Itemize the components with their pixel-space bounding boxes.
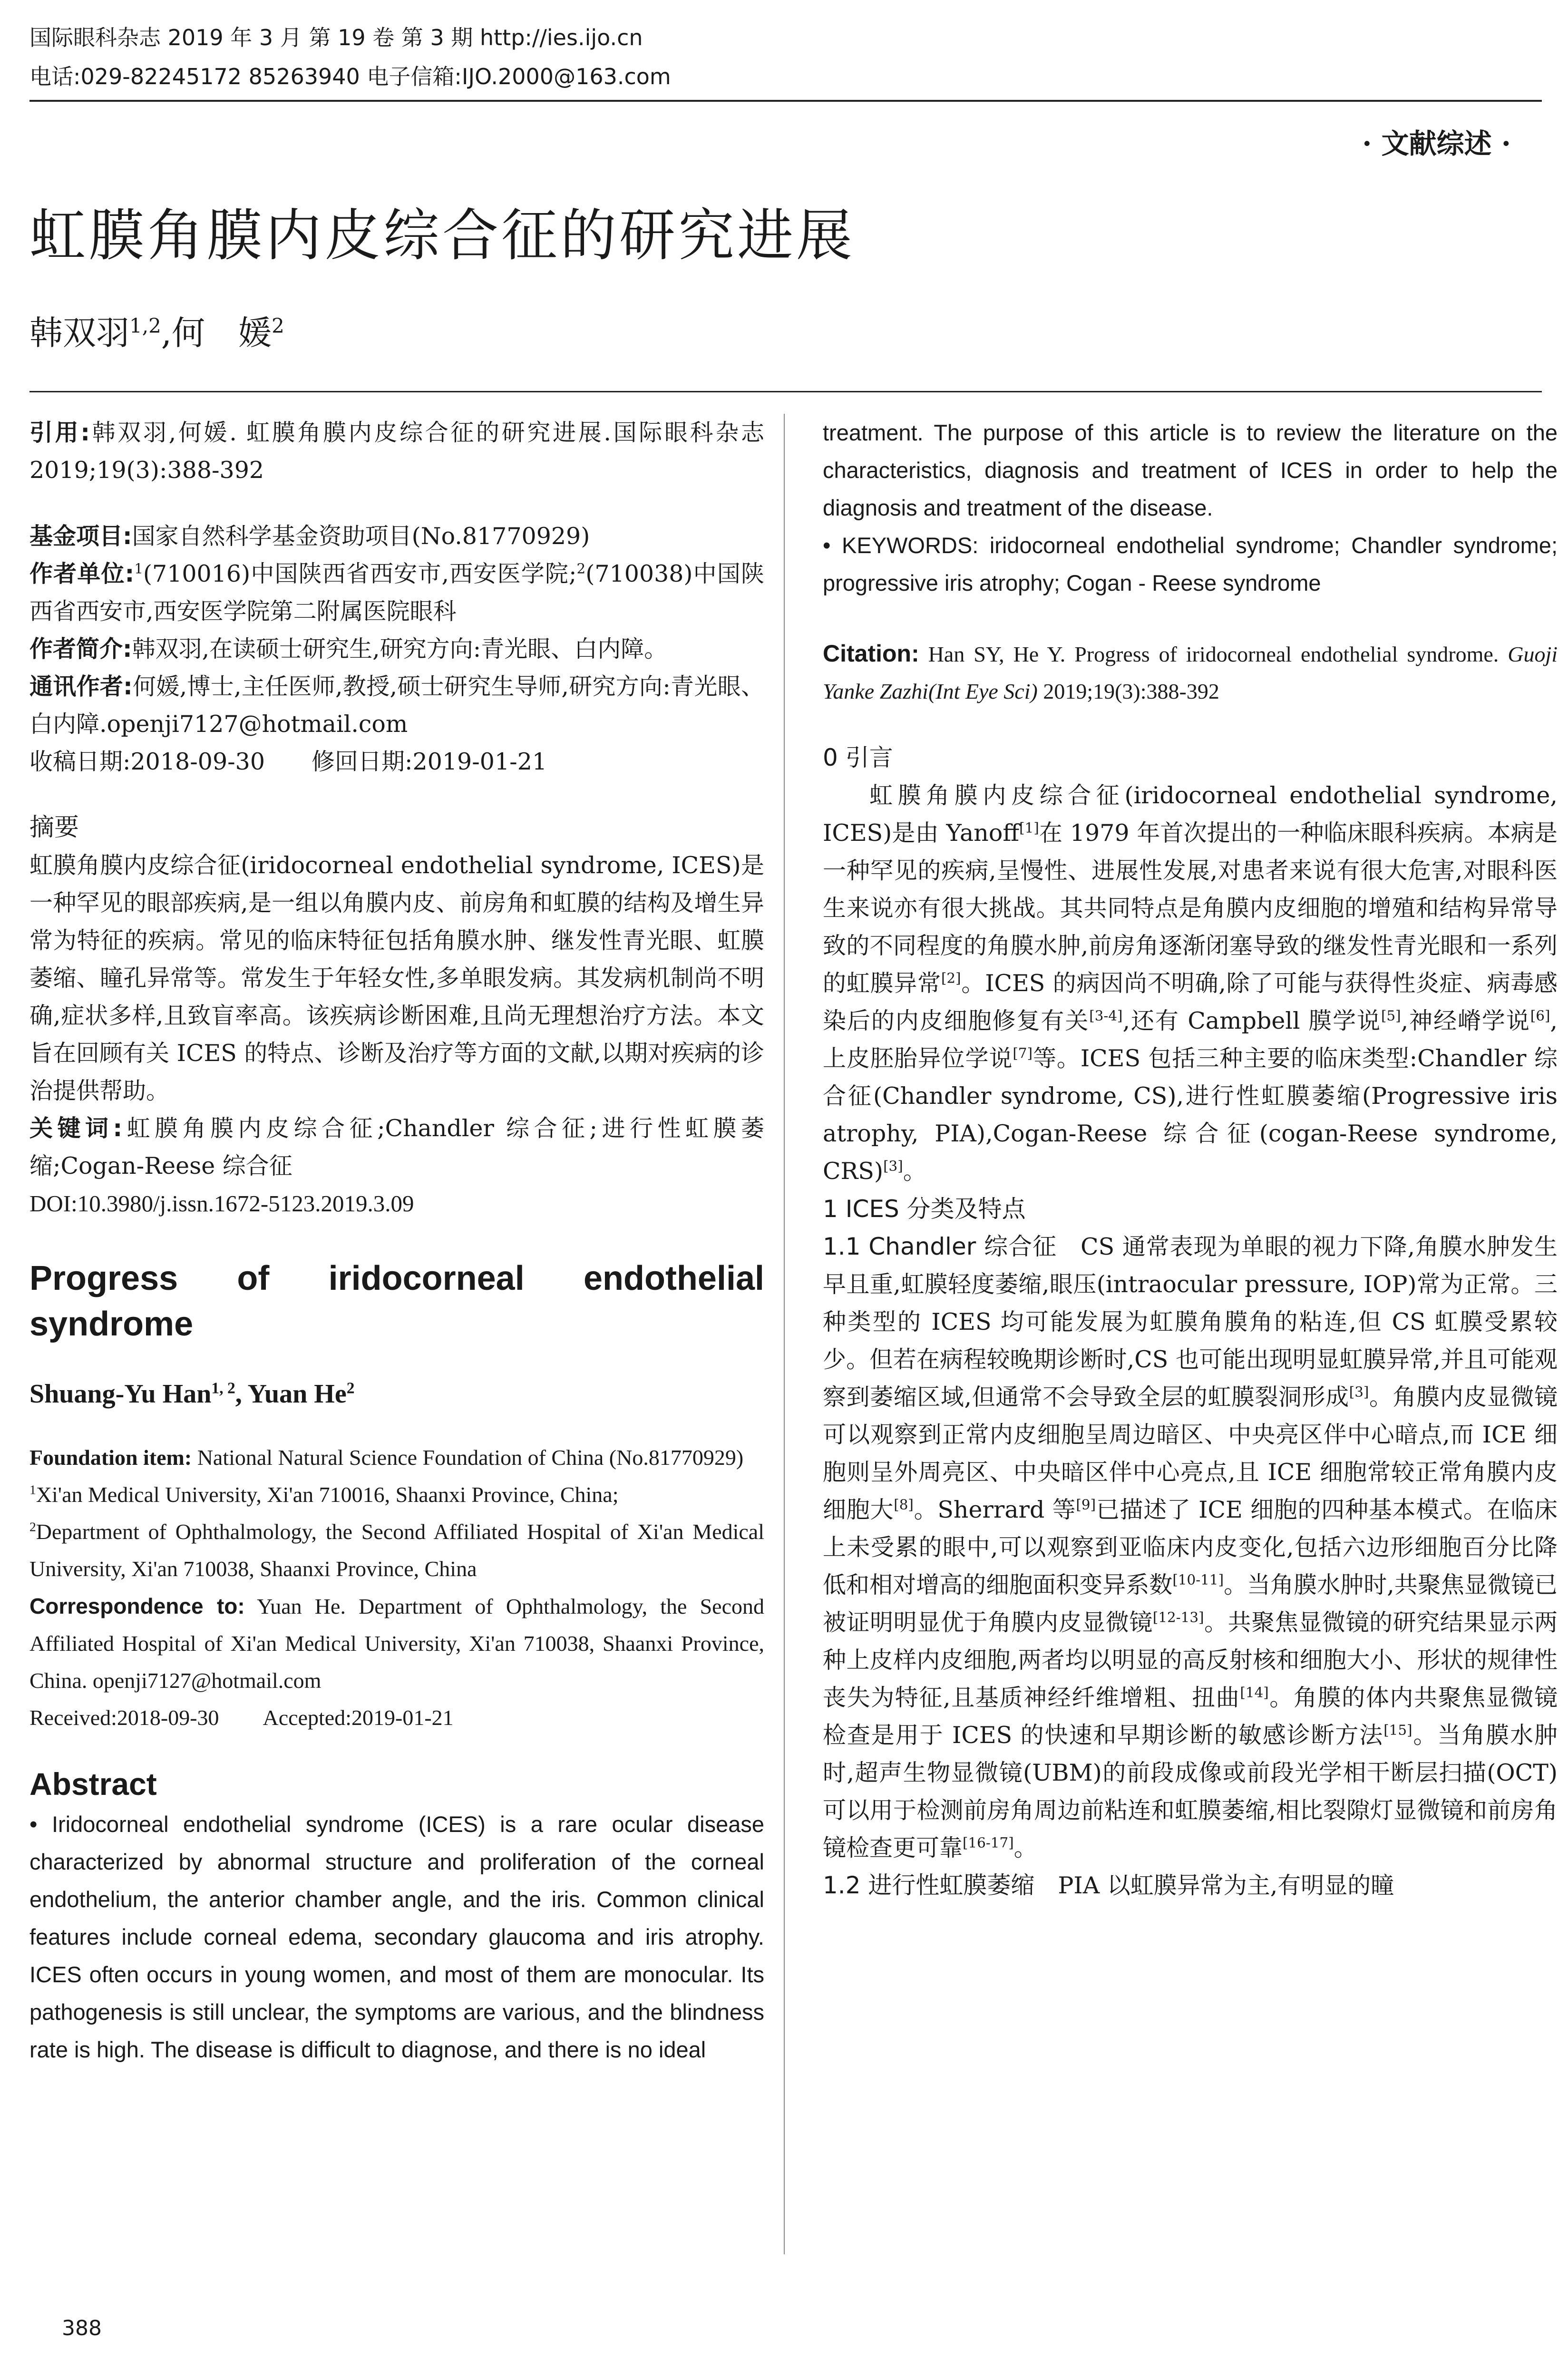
s0-text-g: 等。ICES 包括三种主要的临床类型:Chandler 综合征(Chandler syndrome, CS),进行性虹膜萎缩(Progressive iris atrophy, PIA),Cogan-Reese 综合征(cogan-Reese syndrome, CRS) — [823, 1045, 1558, 1185]
right-column — [823, 414, 1558, 1904]
s1-ref-a: [3] — [1349, 1383, 1369, 1400]
s0-text-b: 在 1979 年首次提出的一种临床眼科疾病。本病是一种罕见的疾病,呈慢性、进展性发展,对患者来说有很大危害,对眼科医生来说亦有很大挑战。其共同特点是角膜内皮细胞的增殖和结构异常导致的不同程度的角膜水肿,前房角逐渐闭塞导致的继发性青光眼和一系列的虹膜异常 — [823, 819, 1558, 997]
abstract-cn: 虹膜角膜内皮综合征(iridocorneal endothelial syndrome, ICES)是一种罕见的眼部疾病,是一组以角膜内皮、前房角和虹膜的结构及增生异常为特征的疾病。常见的临床特征包括角膜水肿、继发性青光眼、虹膜萎缩、瞳孔异常等。常发生于年轻女性,多单眼发病。其发病机制尚不明确,症状多样,且致盲率高。该疾病诊断困难,且尚无理想治疗方法。本文旨在回顾有关 ICES 的特点、诊断及治疗等方面的文献,以期对疾病的诊治提供帮助。 — [29, 852, 764, 1104]
s1-text-f: 。共聚焦显微镜的研究结果显示两种上皮样内皮细胞,两者均以明显的高反射核和细胞大小、形状的规律性丧失为特征,且基质神经纤维增粗、扭曲 — [823, 1609, 1558, 1711]
section-1-1-body — [823, 1228, 1558, 1867]
section-0-heading: 0 引言 — [823, 744, 893, 771]
s0-text-h: 。 — [903, 1158, 926, 1185]
citation-en-label: Citation: — [823, 640, 919, 667]
affil-cn — [29, 555, 764, 630]
affil-label: 作者单位: — [29, 560, 135, 587]
s1-text-e: 。当角膜水肿时,共聚焦显微镜已被证明明显优于角膜内皮显微镜 — [823, 1571, 1558, 1636]
s0-ref-b: [2] — [941, 970, 961, 986]
citation-en-issue: 2019;19(3):388-392 — [1043, 679, 1219, 703]
citation-cn — [29, 414, 764, 489]
author-en-2-affil: 2 — [346, 1379, 355, 1397]
corr-en-text: Yuan He. Department of Ophthalmology, the Second Affiliated Hospital of Xi'an Medical University, Xi'an 710038, Shaanxi Province, China. openji7127@hotmail.com — [29, 1594, 764, 1693]
keywords-cn — [29, 1110, 764, 1185]
dates-cn: 收稿日期:2018-09-30 修回日期:2019-01-21 — [29, 748, 547, 775]
title-rule — [29, 391, 1542, 392]
fund-label: 基金项目: — [29, 523, 132, 550]
s1-ref-h: [16-17] — [963, 1834, 1014, 1851]
s1-ref-c: [9] — [1076, 1496, 1096, 1513]
affil-en-sup-2: 2 — [29, 1519, 36, 1534]
journal-header-line1: 国际眼科杂志 2019 年 3 月 第 19 卷 第 3 期 http://ies.ijo.cn — [29, 25, 643, 50]
affil-2: (710038)中国陕西省西安市,西安医学院第二附属医院眼科 — [29, 560, 764, 625]
page-title: 虹膜角膜内皮综合征的研究进展 — [29, 203, 856, 268]
citation-text: 韩双羽,何媛. 虹膜角膜内皮综合征的研究进展.国际眼科杂志 2019;19(3):388-392 — [29, 419, 764, 484]
s0-ref-f: [7] — [1013, 1045, 1033, 1062]
section-tag: · 文献综述 · — [1362, 127, 1511, 160]
section-1-1-heading: 1.1 Chandler 综合征 — [823, 1233, 1057, 1260]
s1-text-a: CS 通常表现为单眼的视力下降,角膜水肿发生早且重,虹膜轻度萎缩,眼压(intraocular pressure, IOP)常为正常。三种类型的 ICES 均可能发展为虹膜角膜角的粘连,但 CS 虹膜受累较少。但若在病程较晚期诊断时,CS 也可能出现明显虹膜异常,并且可能观察到萎缩区域,但通常不会导致全层的虹膜裂洞形成 — [823, 1233, 1558, 1411]
abstract-cn-label: 摘要 — [29, 813, 79, 842]
authors-en — [29, 1375, 764, 1413]
s12-text-a: PIA 以虹膜异常为主,有明显的瞳 — [1058, 1872, 1394, 1899]
abstract-en: • Iridocorneal endothelial syndrome (ICES) is a rare ocular disease characterized by abnormal structure and proliferation of the corneal endothelium, the anterior chamber angle, and the iris. Common clinical features include corneal edema, secondary glaucoma and iris atrophy. ICES often occurs in young women, and most of them are monocular. Its pathogenesis is still unclear, the symptoms are various, and the blindness rate is high. The disease is difficult to diagnose, and there is no ideal — [29, 1812, 764, 2062]
corr-en-label: Correspondence to: — [29, 1594, 245, 1618]
s1-text-d: 已描述了 ICE 细胞的四种基本模式。在临床上未受累的眼中,可以观察到亚临床内皮变化,包括六边形细胞百分比降低和相对增高的细胞面积变异系数 — [823, 1496, 1558, 1598]
s0-ref-a: [1] — [1019, 819, 1039, 836]
s1-text-g: 。角膜的体内共聚焦显微镜检查是用于 ICES 的快速和早期诊断的敏感诊断方法 — [823, 1684, 1558, 1749]
s0-text-f: ,上皮胚胎异位学说 — [823, 1007, 1558, 1072]
affil-en-1 — [29, 1476, 764, 1513]
keywords-en-text: iridocorneal endothelial syndrome; Chandler syndrome; progressive iris atrophy; Cogan - Reese syndrome — [823, 533, 1558, 595]
s1-ref-b: [8] — [894, 1496, 914, 1513]
header-rule — [29, 100, 1542, 102]
s0-ref-d: [5] — [1381, 1007, 1401, 1024]
title-en: Progress of iridocorneal endothelial syndrome — [29, 1259, 764, 1343]
received-en: Received:2018-09-30 Accepted:2019-01-21 — [29, 1705, 454, 1730]
s1-ref-f: [14] — [1240, 1684, 1269, 1701]
author-2: 何 媛 — [172, 313, 272, 352]
foundation-en — [29, 1439, 764, 1476]
s1-ref-d: [10-11] — [1172, 1571, 1224, 1588]
keywords-label: 关键词: — [29, 1115, 123, 1142]
fund-cn — [29, 517, 764, 555]
s0-ref-e: [6] — [1530, 1007, 1550, 1024]
affil-sup-2: 2 — [576, 560, 586, 577]
doi: DOI:10.3980/j.issn.1672-5123.2019.3.09 — [29, 1190, 414, 1217]
author-sep: , — [161, 313, 172, 352]
s0-ref-c: [3-4] — [1089, 1007, 1123, 1024]
left-column — [29, 414, 764, 2068]
affil-en-1-text: Xi'an Medical University, Xi'an 710016, Shaanxi Province, China; — [36, 1482, 619, 1507]
author-2-affil: 2 — [272, 314, 284, 338]
foundation-en-text: National Natural Science Foundation of China (No.81770929) — [197, 1445, 744, 1470]
s1-text-i: 。 — [1013, 1834, 1037, 1861]
s0-text-d: ,还有 Campbell 膜学说 — [1122, 1007, 1381, 1034]
fund-text: 国家自然科学基金资助项目(No.81770929) — [132, 523, 590, 550]
citation-en — [823, 635, 1558, 710]
keywords-en — [823, 526, 1558, 602]
affil-en-2-text: Department of Ophthalmology, the Second Affiliated Hospital of Xi'an Medical University, Xi'an 710038, Shaanxi Province, China — [29, 1520, 764, 1581]
affil-en-2 — [29, 1513, 764, 1588]
s0-text-c: 。ICES 的病因尚不明确,除了可能与获得性炎症、病毒感染后的内皮细胞修复有关 — [823, 970, 1558, 1034]
affil-en-sup-1: 1 — [29, 1482, 36, 1497]
author-en-1: Shuang-Yu Han — [29, 1379, 212, 1409]
affil-1: (710016)中国陕西省西安市,西安医学院; — [143, 560, 577, 587]
foundation-en-label: Foundation item: — [29, 1445, 192, 1470]
corr-cn — [29, 668, 764, 743]
citation-label: 引用: — [29, 419, 90, 446]
s0-text-e: ,神经嵴学说 — [1401, 1007, 1530, 1034]
column-divider — [784, 414, 785, 2254]
bio-label: 作者简介: — [29, 635, 132, 662]
author-1-affil: 1,2 — [129, 314, 161, 338]
authors-cn — [29, 309, 284, 357]
s0-ref-g: [3] — [883, 1158, 903, 1174]
page-number: 388 — [62, 2316, 102, 2340]
s1-text-c: 。Sherrard 等 — [913, 1496, 1076, 1523]
abstract-en-cont: treatment. The purpose of this article is to review the literature on the characteristics, diagnosis and treatment of ICES in order to help the diagnosis and treatment of the disease. — [823, 420, 1558, 520]
corr-text: 何媛,博士,主任医师,教授,硕士研究生导师,研究方向:青光眼、白内障.openji7127@hotmail.com — [29, 673, 764, 738]
author-en-2: , Yuan He — [235, 1379, 347, 1409]
s0-text-a: 虹膜角膜内皮综合征(iridocorneal endothelial syndrome, ICES)是由 Yanoff — [823, 782, 1558, 847]
author-en-1-affil: 1, 2 — [211, 1379, 235, 1397]
bio-cn — [29, 630, 764, 668]
section-1-2-heading: 1.2 进行性虹膜萎缩 — [823, 1871, 1035, 1899]
journal-header-line2: 电话:029-82245172 85263940 电子信箱:IJO.2000@163.com — [29, 64, 671, 89]
front-matter-en — [29, 1439, 764, 1736]
section-1-heading: 1 ICES 分类及特点 — [823, 1195, 1026, 1223]
abstract-en-label: Abstract — [29, 1766, 157, 1802]
corr-en — [29, 1588, 764, 1699]
bio-text: 韩双羽,在读硕士研究生,研究方向:青光眼、白内障。 — [132, 635, 668, 662]
citation-en-journal: Guoji Yanke Zazhi(Int Eye Sci) — [823, 642, 1558, 703]
section-0-body — [823, 777, 1558, 1190]
citation-en-text: Han SY, He Y. Progress of iridocorneal endothelial syndrome. — [928, 642, 1499, 666]
corr-label: 通讯作者: — [29, 673, 133, 700]
s1-text-b: 。角膜内皮显微镜可以观察到正常内皮细胞呈周边暗区、中央亮区伴中心暗点,而 ICE 细胞则呈外周亮区、中央暗区伴中心亮点,且 ICE 细胞常较正常角膜内皮细胞大 — [823, 1383, 1558, 1523]
keywords-text: 虹膜角膜内皮综合征;Chandler 综合征;进行性虹膜萎缩;Cogan-Reese 综合征 — [29, 1115, 764, 1179]
section-1-2-body — [823, 1867, 1558, 1904]
author-1: 韩双羽 — [29, 313, 129, 352]
keywords-en-label: • KEYWORDS: — [823, 533, 979, 558]
s1-ref-e: [12-13] — [1152, 1609, 1204, 1626]
affil-sup-1: 1 — [134, 560, 143, 577]
s1-ref-g: [15] — [1383, 1722, 1412, 1738]
s1-text-h: 。当角膜水肿时,超声生物显微镜(UBM)的前段成像或前段光学相干断层扫描(OCT)可以用于检测前房角周边前粘连和虹膜萎缩,相比裂隙灯显微镜和前房角镜检查更可靠 — [823, 1722, 1558, 1861]
